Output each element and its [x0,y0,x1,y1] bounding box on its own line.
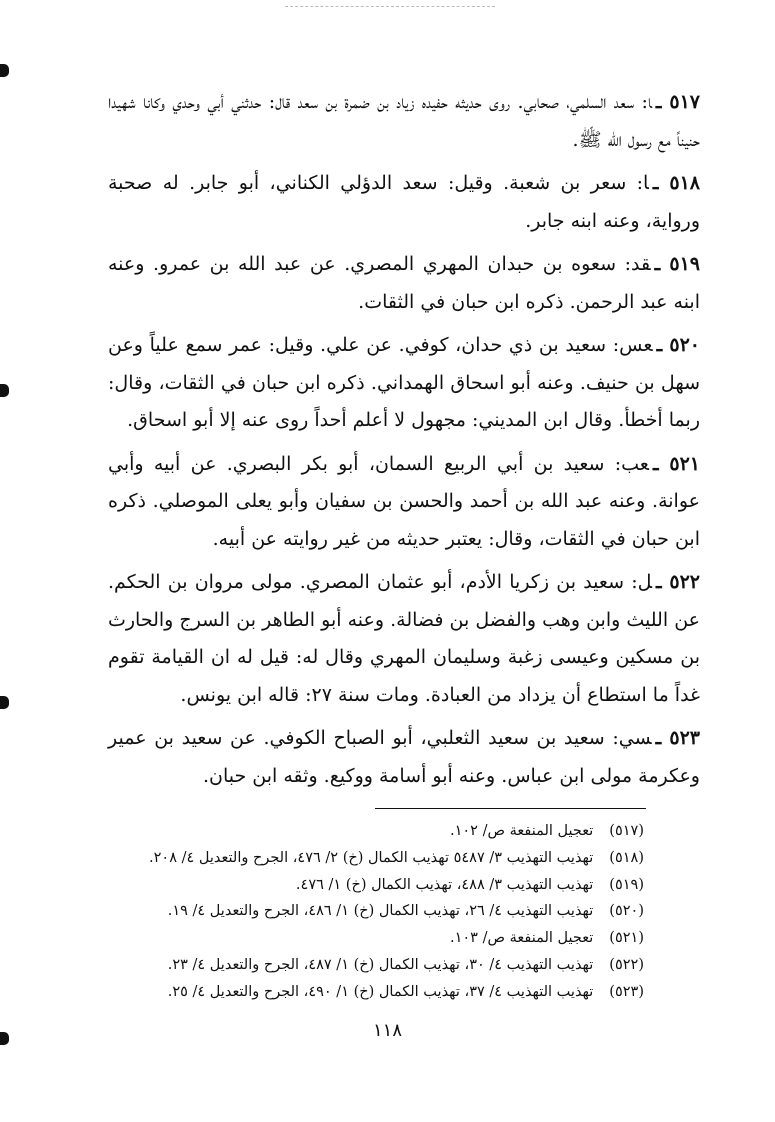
entry-521 [108,446,700,559]
footnote-separator [375,808,646,809]
margin-mark [0,384,9,397]
footnote-523 [90,979,644,1006]
footnotes [90,818,644,1006]
footnote-text: تهذيب التهذيب ٤/ ٣٧، تهذيب الكمال (خ) ١/ ٤٩٠، الجرح والتعديل ٤/ ٢٥. [167,983,594,1000]
footnote-number: (٥١٨) [609,849,644,866]
entry-number: ٥٢٠ ـ [656,334,700,356]
entry-number: ٥٢١ ـ [652,452,700,475]
footnote-518 [90,845,644,872]
footnote-520 [90,898,644,925]
entry-number: ٥٢٣ ـ [655,727,700,749]
footnote-517 [90,818,644,845]
entry-text: عب: سعيد بن أبي الربيع السمان، أبو بكر البصري. عن أبيه وأبي عوانة. وعنه عبد الله بن أحمد والحسن بن سفيان وأبو يعلى الموصلي. ذكره ابن حبان في الثقات، وقال: يعتبر حديثه من غير روايته عن أبيه. [108,452,700,550]
margin-mark [0,696,9,709]
entry-523 [108,720,700,795]
footnote-text: تهذيب التهذيب ٤/ ٣٠، تهذيب الكمال (خ) ١/ ٤٨٧، الجرح والتعديل ٤/ ٢٣. [167,956,594,973]
margin-mark [0,64,9,77]
footnote-519 [90,872,644,899]
footnote-number: (٥٢١) [609,930,644,947]
entry-number: ٥٢٢ ـ [656,571,700,593]
entry-text: ا: سعر بن شعبة. وقيل: سعد الدؤلي الكناني، أبو جابر. له صحبة ورواية، وعنه ابنه جابر. [108,172,700,232]
entry-number: ٥١٧ ـ [655,91,701,113]
footnote-text: تهذيب التهذيب ٤/ ٢٦، تهذيب الكمال (خ) ١/ ٤٨٦، الجرح والتعديل ٤/ ١٩. [167,903,594,920]
footnote-number: (٥١٩) [609,876,644,893]
top-dashed-rule [285,6,495,7]
entry-text: سي: سعيد بن سعيد الثعلبي، أبو الصباح الكوفي. عن سعيد بن عمير وعكرمة مولى ابن عباس. وعنه أبو أسامة ووكيع. وثقه ابن حبان. [108,727,700,787]
footnote-text: تعجيل المنفعة ص/ ١٠٢. [449,823,594,839]
footnote-number: (٥٢٢) [609,956,644,973]
entries-body [108,84,700,801]
entry-number: ٥١٨ ـ [652,172,700,194]
entry-text: عس: سعيد بن ذي حدان، كوفي. عن علي. وقيل: عمر سمع علياً وعن سهل بن حنيف. وعنه أبو اسحاق الهمداني. ذكره ابن حبان في الثقات، وقال: ربما أخطأ. وقال ابن المديني: مجهول لا أعلم أحداً روى عنه إلا أبو اسحاق. [108,334,700,431]
entry-text: قد: سعوه بن حبدان المهري المصري. عن عبد الله بن عمرو. وعنه ابنه عبد الرحمن. ذكره ابن حبان في الثقات. [108,253,700,313]
entry-text: ا: سعد السلمي، صحابي. روى حديثه حفيده زياد بن ضمرة بن سعد قال: حدثني أبي وحدي وكانا شهيدا حنيناً مع رسول الله ﷺ. [108,91,700,151]
footnote-number: (٥٢٠) [609,903,644,920]
entry-518 [108,165,700,240]
footnote-text: تعجيل المنفعة ص/ ١٠٣. [449,930,594,947]
footnote-521 [90,925,644,952]
entry-text: ل: سعيد بن زكريا الأدم، أبو عثمان المصري. مولى مروان بن الحكم. عن الليث وابن وهب والفضل بن فضالة. وعنه أبو الطاهر بن السرج والحارث بن مسكين وعيسى زغبة وسليمان المهري وقال له: قيل له ان القيامة تقوم غداً ما استطاع أن يزداد من العبادة. ومات سنة ٢٧: قاله ابن يونس. [108,571,700,706]
footnote-text: تهذيب التهذيب ٣/ ٥٤٨٧ تهذيب الكمال (خ) ٢/ ٤٧٦، الجرح والتعديل ٤/ ٢٠٨. [149,849,594,866]
footnote-522 [90,952,644,979]
footnote-number: (٥٢٣) [609,983,644,1000]
entry-522 [108,564,700,714]
entry-number: ٥١٩ ـ [654,253,700,275]
entry-519 [108,246,700,321]
entry-520 [108,327,700,440]
entry-517 [108,84,700,159]
footnote-text: تهذيب التهذيب ٣/ ٤٨٨، تهذيب الكمال (خ) ١/ ٤٧٦. [295,876,594,893]
page-number: ١١٨ [372,1020,402,1041]
footnote-number: (٥١٧) [609,823,644,839]
